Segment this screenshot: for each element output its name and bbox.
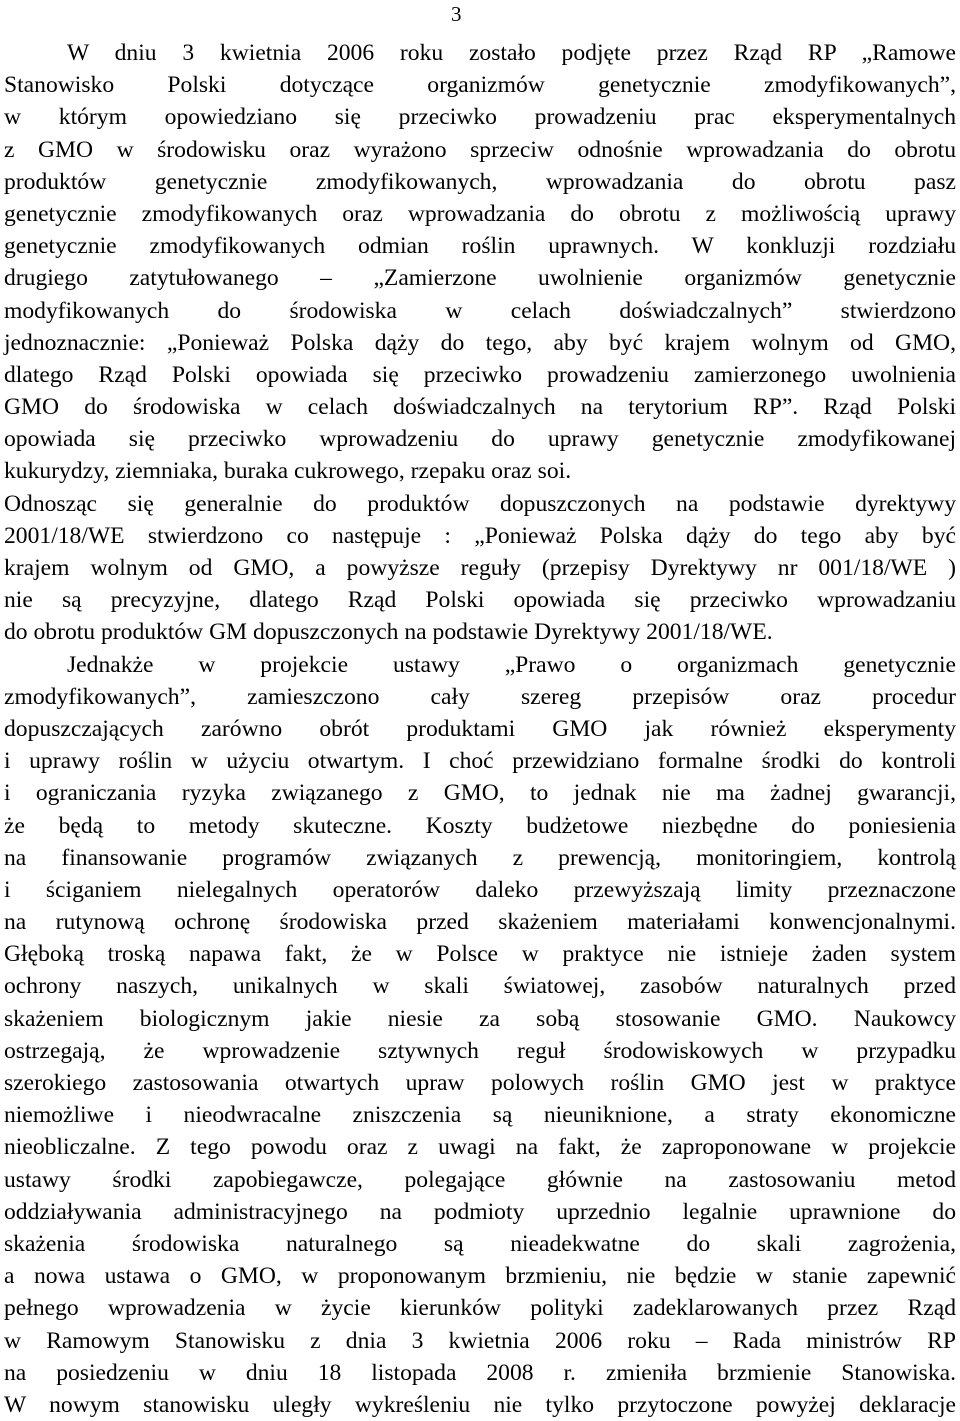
- text-line: produktów genetycznie zmodyfikowanych, wprowadzania do obrotu pasz: [4, 168, 956, 195]
- text-line: 2001/18/WE stwierdzono co następuje : „Ponieważ Polska dąży do tego aby być: [4, 522, 956, 549]
- text-line: krajem wolnym od GMO, a powyższe reguły (przepisy Dyrektywy nr 001/18/WE ): [4, 555, 956, 581]
- text-line: w którym opowiedziano się przeciwko prowadzeniu prac eksperymentalnych: [4, 104, 956, 131]
- text-line: zmodyfikowanych”, zamieszczono cały szereg przepisów oraz procedur: [4, 683, 956, 710]
- text-line: modyfikowanych do środowiska w celach doświadczalnych” stwierdzono: [4, 297, 956, 324]
- text-line: GMO do środowiska w celach doświadczalnych na terytorium RP”. Rząd Polski: [4, 394, 956, 421]
- text-line: skażeniem biologicznym jakie niesie za sobą stosowanie GMO. Naukowcy: [4, 1005, 956, 1032]
- page-number: 3: [451, 2, 462, 26]
- text-line: niemożliwe i nieodwracalne zniszczenia są nieuniknione, a straty ekonomiczne: [4, 1102, 956, 1129]
- text-line: z GMO w środowisku oraz wyrażono sprzeciw odnośnie wprowadzania do obrotu: [4, 136, 956, 163]
- text-line: ostrzegają, że wprowadzenie sztywnych reguł środowiskowych w przypadku: [4, 1037, 956, 1064]
- text-line: kukurydzy, ziemniaka, buraka cukrowego, rzepaku oraz soi.: [4, 458, 572, 485]
- text-line: na rutynową ochronę środowiska przed skażeniem materiałami konwencjonalnymi.: [4, 909, 956, 936]
- text-line: skażenia środowiska naturalnego są nieadekwatne do skali zagrożenia,: [4, 1230, 956, 1257]
- text-line: w Ramowym Stanowisku z dnia 3 kwietnia 2006 roku – Rada ministrów RP: [4, 1327, 956, 1354]
- text-line: do obrotu produktów GM dopuszczonych na podstawie Dyrektywy 2001/18/WE.: [4, 619, 773, 646]
- text-line: genetycznie zmodyfikowanych odmian roślin uprawnych. W konkluzji rozdziału: [4, 233, 956, 260]
- text-line: W nowym stanowisku uległy wykreśleniu nie tylko przytoczone powyżej deklaracje: [4, 1391, 956, 1418]
- text-line: a nowa ustawa o GMO, w proponowanym brzmieniu, nie będzie w stanie zapewnić: [4, 1263, 956, 1290]
- text-line: że będą to metody skuteczne. Koszty budżetowe niezbędne do poniesienia: [4, 812, 956, 839]
- text-line: opowiada się przeciwko wprowadzeniu do uprawy genetycznie zmodyfikowanej: [4, 426, 956, 453]
- text-line: ochrony naszych, unikalnych w skali światowej, zasobów naturalnych przed: [4, 973, 956, 1000]
- body-text: [4, 37, 956, 1421]
- text-line: drugiego zatytułowanego – „Zamierzone uwolnienie organizmów genetycznie: [4, 265, 956, 292]
- text-line: nie są precyzyjne, dlatego Rząd Polski opowiada się przeciwko wprowadzaniu: [4, 587, 956, 614]
- text-line: Jednakże w projekcie ustawy „Prawo o organizmach genetycznie: [67, 651, 956, 678]
- text-line: na posiedzeniu w dniu 18 listopada 2008 r. zmieniła brzmienie Stanowiska.: [4, 1359, 956, 1386]
- text-line: i uprawy roślin w użyciu otwartym. I choć przewidziano formalne środki do kontroli: [4, 748, 956, 775]
- text-line: dopuszczających zarówno obrót produktami GMO jak również eksperymenty: [4, 715, 956, 742]
- text-line: Stanowisko Polski dotyczące organizmów genetycznie zmodyfikowanych”,: [4, 72, 956, 99]
- text-line: Głęboką troską napawa fakt, że w Polsce w praktyce nie istnieje żaden system: [4, 941, 956, 968]
- text-line: jednoznacznie: „Ponieważ Polska dąży do tego, aby być krajem wolnym od GMO,: [4, 329, 956, 356]
- text-line: genetycznie zmodyfikowanych oraz wprowadzania do obrotu z możliwością uprawy: [4, 200, 956, 227]
- text-line: nieobliczalne. Z tego powodu oraz z uwagi na fakt, że zaproponowane w projekcie: [4, 1134, 956, 1161]
- text-line: i ograniczania ryzyka związanego z GMO, to jednak nie ma żadnej gwarancji,: [4, 780, 956, 807]
- text-line: na finansowanie programów związanych z prewencją, monitoringiem, kontrolą: [4, 844, 956, 871]
- text-line: W dniu 3 kwietnia 2006 roku zostało podjęte przez Rząd RP „Ramowe: [67, 40, 956, 66]
- text-line: i ściganiem nielegalnych operatorów daleko przewyższają limity przeznaczone: [4, 876, 956, 903]
- text-line: oddziaływania administracyjnego na podmioty uprzednio legalnie uprawnione do: [4, 1198, 956, 1225]
- text-line: szerokiego zastosowania otwartych upraw polowych roślin GMO jest w praktyce: [4, 1070, 956, 1096]
- text-line: pełnego wprowadzenia w życie kierunków polityki zadeklarowanych przez Rząd: [4, 1295, 956, 1322]
- text-line: ustawy środki zapobiegawcze, polegające głównie na zastosowaniu metod: [4, 1166, 956, 1193]
- text-line: dlatego Rząd Polski opowiada się przeciwko prowadzeniu zamierzonego uwolnienia: [4, 361, 956, 388]
- text-line: Odnosząc się generalnie do produktów dopuszczonych na podstawie dyrektywy: [4, 490, 956, 517]
